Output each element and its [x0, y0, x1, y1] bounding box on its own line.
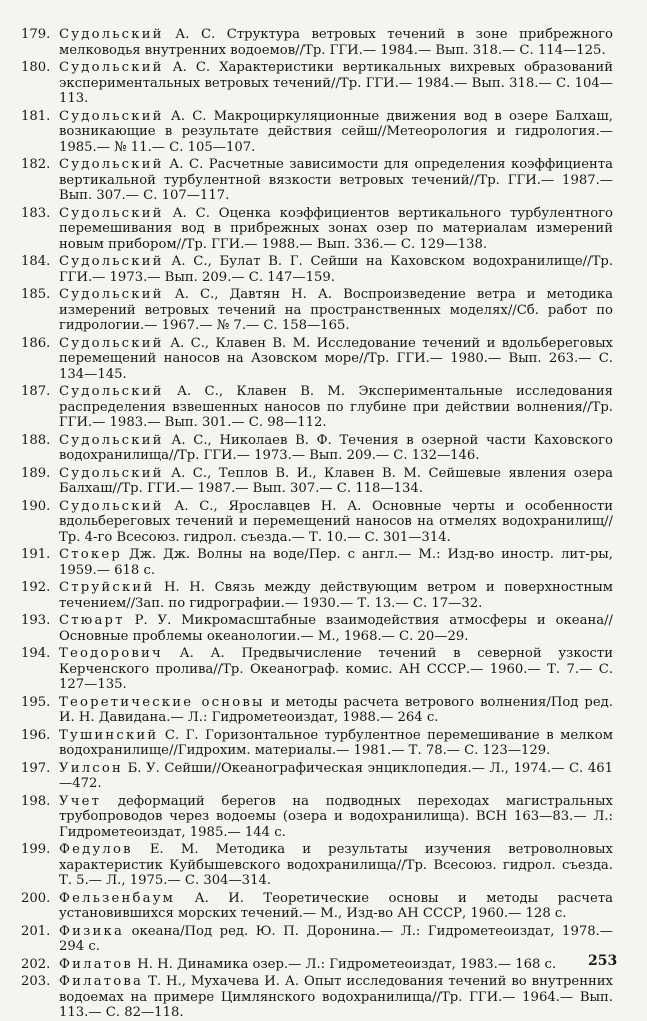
reference-author: Фельзенбаум — [59, 890, 176, 906]
reference-entry — [21, 499, 613, 546]
reference-number: 203. — [21, 974, 51, 989]
reference-details: А. И. Теоретические основы и методы расчета установившихся морских течений.— М., Изд-во АН СССР, 1960.— 128 с. — [59, 890, 613, 921]
reference-details: Дж. Дж. Волны на воде/Пер. с англ.— М.: Изд-во иностр. лит-ры, 1959.— 618 с. — [59, 547, 613, 578]
reference-entry — [21, 974, 613, 1021]
reference-author: Судольский — [59, 108, 164, 124]
reference-author: Судольский — [59, 254, 164, 269]
reference-author: Филатов — [59, 956, 134, 972]
reference-text — [59, 547, 613, 578]
reference-author: Уилсон — [59, 760, 124, 776]
reference-entry — [21, 957, 613, 973]
reference-entry — [21, 547, 613, 578]
reference-details: А. С., Николаев В. Ф. Течения в озерной части Каховского водохранилища//Тр. ГГИ.— 1973.— Вып. 209.— С. 132—146. — [59, 432, 613, 463]
reference-number: 202. — [21, 956, 51, 972]
reference-text — [59, 646, 613, 693]
reference-author: Учет — [59, 793, 102, 809]
reference-number: 194. — [21, 646, 51, 661]
reference-number: 181. — [21, 108, 51, 124]
reference-details: А. С. Характеристики вертикальных вихревых образований экспериментальных ветровых течений//Тр. ГГИ.— 1984.— Вып. 318.— С. 104—113. — [59, 60, 613, 106]
reference-text — [59, 109, 613, 156]
reference-text — [59, 924, 613, 955]
reference-details: деформаций берегов на подводных переходах магистральных трубопроводов через водоемы (озера и водохранилища). ВСН 163—83.— Л.: Гидрометеоиздат, 1985.— 144 с. — [59, 793, 613, 840]
reference-entry — [21, 109, 613, 156]
reference-text — [59, 287, 613, 334]
reference-number: 196. — [21, 727, 51, 743]
reference-text — [59, 613, 613, 644]
reference-entry — [21, 794, 613, 841]
reference-number: 179. — [21, 27, 51, 42]
reference-author: Судольский — [59, 157, 164, 172]
reference-text — [59, 891, 613, 922]
reference-text — [59, 499, 613, 546]
reference-entry — [21, 728, 613, 759]
reference-number: 200. — [21, 890, 51, 906]
reference-number: 190. — [21, 498, 51, 514]
reference-details: А. С., Булат В. Г. Сейши на Каховском водохранилище//Тр. ГГИ.— 1973.— Вып. 209.— С. 147—159. — [59, 254, 613, 285]
reference-author: Судольский — [59, 498, 164, 514]
reference-details: А. С. Структура ветровых течений в зоне прибрежного мелководья внутренних водоемов//Тр. ГГИ.— 1984.— Вып. 318.— С. 114—125. — [59, 27, 613, 58]
reference-entry — [21, 157, 613, 204]
reference-details: А. С., Теплов В. И., Клавен В. М. Сейшевые явления озера Балхаш//Тр. ГГИ.— 1987.— Вып. 307.— С. 118—134. — [59, 465, 613, 496]
reference-number: 191. — [21, 547, 51, 562]
reference-text — [59, 761, 613, 792]
reference-author: Физика — [59, 923, 125, 939]
reference-text — [59, 384, 613, 431]
reference-text — [59, 60, 613, 107]
reference-number: 185. — [21, 287, 51, 302]
reference-entry — [21, 466, 613, 497]
reference-details: А. С., Ярославцев Н. А. Основные черты и особенности вдольбереговых течений и перемещений наносов на отмелях водохранилищ//Тр. 4-го Всесоюз. гидрол. съезда.— Т. 10.— С. 301—314. — [59, 498, 613, 545]
reference-list — [21, 27, 613, 1021]
reference-text — [59, 206, 613, 253]
reference-details: А. С. Оценка коэффициентов вертикального турбулентного перемешивания вод в прибрежных зонах озер по материалам измерений новым прибором//Тр. ГГИ.— 1988.— Вып. 336.— С. 129—138. — [59, 205, 613, 252]
reference-entry — [21, 842, 613, 889]
reference-author: Тушинский — [59, 727, 159, 743]
reference-text — [59, 974, 613, 1021]
reference-entry — [21, 60, 613, 107]
reference-entry — [21, 336, 613, 383]
reference-text — [59, 466, 613, 497]
reference-entry — [21, 646, 613, 693]
reference-details: Т. Н., Мухачева И. А. Опыт исследования течений во внутренних водоемах на примере Цимлянского водохранилища//Тр. ГГИ.— 1964.— Вып. 113.— С. 82—118. — [59, 974, 613, 1020]
reference-details: А. С., Клавен В. М. Исследование течений и вдольбереговых перемещений наносов на Азовском море//Тр. ГГИ.— 1980.— Вып. 263.— С. 134—145. — [59, 335, 613, 382]
reference-author: Федулов — [59, 842, 133, 857]
reference-author: Судольский — [59, 287, 164, 302]
reference-details: Р. У. Микромасштабные взаимодействия атмосферы и океана//Основные проблемы океанологии.— М., 1968.— С. 20—29. — [59, 613, 613, 644]
reference-details: океана/Под ред. Ю. П. Доронина.— Л.: Гидрометеоиздат, 1978.— 294 с. — [59, 923, 613, 954]
reference-details: Е. М. Методика и результаты изучения ветроволновых характеристик Куйбышевского водохранилища//Тр. Всесоюз. гидрол. съезда. Т. 5.— Л., 1975.— С. 304—314. — [59, 842, 613, 888]
reference-details: и методы расчета ветрового волнения/Под ред. И. Н. Давидана.— Л.: Гидрометеоиздат, 1988.— 264 с. — [59, 694, 613, 725]
reference-author: Судольский — [59, 60, 164, 75]
reference-number: 193. — [21, 613, 51, 628]
reference-entry — [21, 613, 613, 644]
reference-author: Филатова — [59, 974, 144, 989]
reference-number: 198. — [21, 793, 51, 809]
reference-number: 183. — [21, 205, 51, 221]
reference-text — [59, 433, 613, 464]
reference-text — [59, 957, 613, 973]
reference-entry — [21, 433, 613, 464]
reference-author: Судольский — [59, 205, 164, 221]
reference-author: Судольский — [59, 432, 164, 448]
reference-entry — [21, 695, 613, 726]
reference-entry — [21, 924, 613, 955]
reference-entry — [21, 384, 613, 431]
reference-text — [59, 794, 613, 841]
reference-text — [59, 728, 613, 759]
reference-entry — [21, 254, 613, 285]
reference-number: 182. — [21, 157, 51, 172]
reference-details: А. С. Расчетные зависимости для определения коэффициента вертикальной турбулентной вязкости ветровых течений//Тр. ГГИ.— 1987.— Вып. 307.— С. 107—117. — [59, 157, 613, 203]
reference-entry — [21, 206, 613, 253]
reference-entry — [21, 891, 613, 922]
reference-author: Судольский — [59, 335, 164, 351]
reference-number: 189. — [21, 465, 51, 481]
reference-author: Стокер — [59, 547, 123, 562]
reference-number: 197. — [21, 760, 51, 776]
reference-number: 188. — [21, 432, 51, 448]
reference-details: Н. Н. Связь между действующим ветром и поверхностным течением//Зап. по гидрографии.— 1930.— Т. 13.— С. 17—32. — [59, 580, 613, 611]
reference-text — [59, 27, 613, 58]
reference-number: 184. — [21, 254, 51, 269]
reference-details: А. С., Клавен В. М. Экспериментальные исследования распределения взвешенных наносов по глубине при действии волнения//Тр. ГГИ.— 1983.— Вып. 301.— С. 98—112. — [59, 384, 613, 430]
reference-text — [59, 580, 613, 611]
reference-author: Судольский — [59, 384, 164, 399]
reference-number: 192. — [21, 580, 51, 595]
reference-author: Теоретические основы — [59, 694, 265, 710]
reference-number: 195. — [21, 694, 51, 710]
reference-details: А. С., Давтян Н. А. Воспроизведение ветра и методика измерений ветровых течений на пространственных моделях//Сб. работ по гидрологии.— 1967.— № 7.— С. 158—165. — [59, 287, 613, 333]
reference-details: Б. У. Сейши//Океанографическая энциклопедия.— Л., 1974.— С. 461—472. — [59, 760, 613, 791]
reference-author: Судольский — [59, 27, 164, 42]
reference-details: Н. Н. Динамика озер.— Л.: Гидрометеоиздат, 1983.— 168 с. — [133, 956, 557, 972]
reference-text — [59, 336, 613, 383]
reference-number: 186. — [21, 335, 51, 351]
reference-entry — [21, 27, 613, 58]
reference-entry — [21, 761, 613, 792]
reference-details: А. С. Макроциркуляционные движения вод в озере Балхаш, возникающие в результате действия сейш//Метеорология и гидрология.— 1985.— № 11.— С. 105—107. — [59, 108, 613, 155]
reference-details: С. Г. Горизонтальное турбулентное перемешивание в мелком водохранилище//Гидрохим. материалы.— 1981.— Т. 78.— С. 123—129. — [59, 727, 613, 758]
page-number: 253 — [588, 953, 618, 969]
reference-entry — [21, 580, 613, 611]
reference-number: 180. — [21, 60, 51, 75]
reference-number: 201. — [21, 923, 51, 939]
reference-author: Судольский — [59, 465, 164, 481]
reference-author: Стюарт — [59, 613, 125, 628]
reference-author: Струйский — [59, 580, 155, 595]
reference-entry — [21, 287, 613, 334]
reference-text — [59, 254, 613, 285]
reference-text — [59, 842, 613, 889]
reference-number: 199. — [21, 842, 51, 857]
reference-number: 187. — [21, 384, 51, 399]
reference-author: Теодорович — [59, 646, 163, 661]
reference-text — [59, 695, 613, 726]
reference-details: А. А. Предвычисление течений в северной узкости Керченского пролива//Тр. Океанограф. комис. АН СССР.— 1960.— Т. 7.— С. 127—135. — [59, 646, 613, 692]
reference-text — [59, 157, 613, 204]
